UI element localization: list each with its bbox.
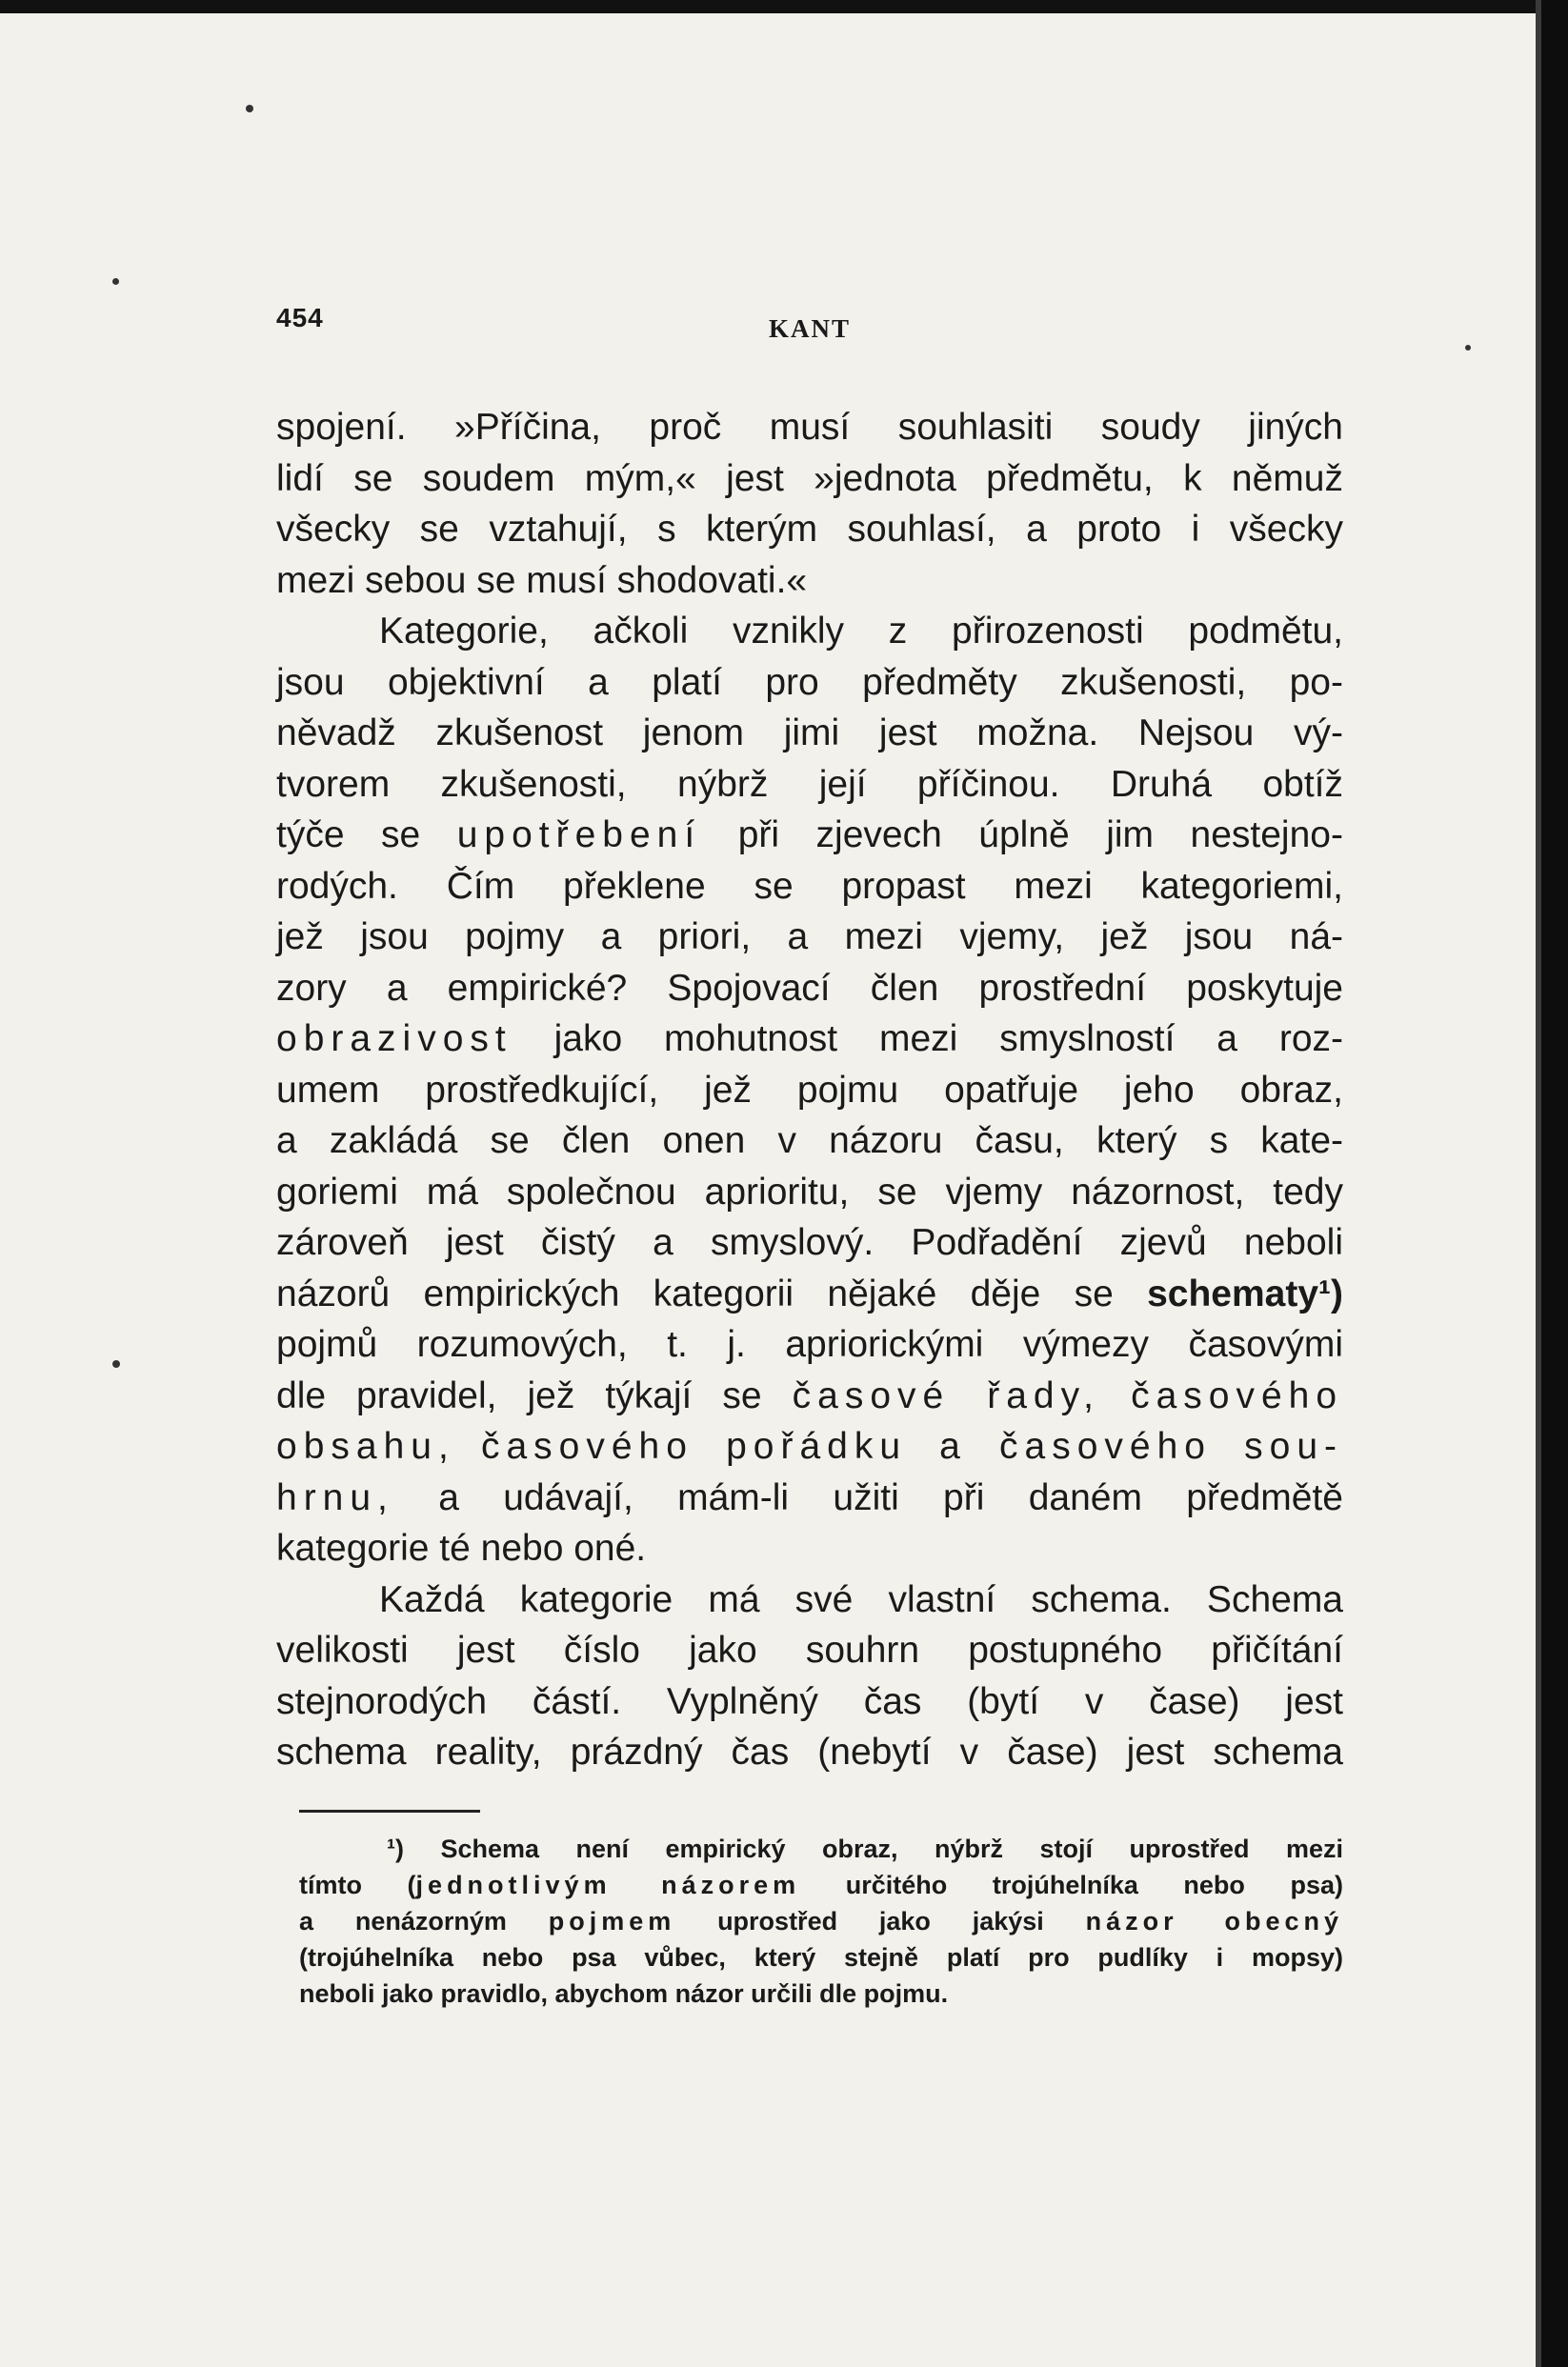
footnote-line <box>299 1903 1343 1939</box>
text-line: kategorie té nebo oné. <box>276 1528 647 1569</box>
footnote-line: ¹) Schema není empirický obraz, nýbrž stojí uprostřed mezi <box>387 1835 1343 1863</box>
text-line: něvadž zkušenost jenom jimi jest možna. Nejsou vý- <box>276 712 1343 753</box>
text-segment: určitého trojúhelníka nebo psa) <box>845 1871 1343 1899</box>
footnote-line <box>299 1867 1343 1903</box>
footnote-rule <box>299 1810 480 1813</box>
text-line: umem prostředkující, jež pojmu opatřuje jeho obraz, <box>276 1069 1343 1111</box>
text-line: velikosti jest číslo jako souhrn postupného přičítání <box>276 1630 1343 1671</box>
running-head: KANT <box>768 314 851 343</box>
body-text <box>276 402 1343 1778</box>
text-line: pojmů rozumových, t. j. apriorickými výmezy časovými <box>276 1324 1343 1365</box>
text-line: všecky se vztahují, s kterým souhlasí, a proto i všecky <box>276 509 1343 550</box>
text-line <box>276 1473 1343 1524</box>
text-line: stejnorodých částí. Vyplněný čas (bytí v čase) jest <box>276 1680 1343 1722</box>
text-line: zároveň jest čistý a smyslový. Podřadění zjevů neboli <box>276 1222 1343 1263</box>
spaced-term: časového <box>1131 1374 1344 1416</box>
scan-speck <box>112 1360 120 1368</box>
page-header <box>276 303 1343 351</box>
text-line: a zakládá se člen onen v názoru času, který s kate- <box>276 1120 1343 1161</box>
text-line: Kategorie, ačkoli vznikly z přirozenosti podmětu, <box>379 611 1343 652</box>
text-line: mezi sebou se musí shodovati.« <box>276 559 808 601</box>
spaced-term: upotřebení <box>456 814 702 855</box>
text-segment: názorů empirických kategorii nějaké děje se <box>276 1273 1114 1314</box>
text-line: spojení. »Příčina, proč musí souhlasiti soudy jiných <box>276 407 1343 448</box>
footnote <box>299 1831 1343 2012</box>
text-segment: tímto ( <box>299 1871 416 1899</box>
spaced-term: časové řady, <box>792 1374 1101 1416</box>
text-line: rodých. Čím překlene se propast mezi kategoriemi, <box>276 865 1343 907</box>
text-segment: dle pravidel, jež týkají se <box>276 1374 762 1416</box>
text-line <box>276 1371 1343 1422</box>
text-line: lidí se soudem mým,« jest »jednota předmětu, k němuž <box>276 457 1343 499</box>
spaced-term: obsahu, <box>276 1426 455 1467</box>
spaced-term: názor obecný <box>1085 1907 1343 1936</box>
scan-speck <box>112 278 119 285</box>
footnote-line: (trojúhelníka nebo psa vůbec, který stejně platí pro pudlíky i mopsy) <box>299 1943 1343 1972</box>
spaced-term: jednotlivým názorem <box>415 1871 801 1899</box>
bold-term: schematy¹) <box>1147 1273 1343 1314</box>
text-line: jež jsou pojmy a priori, a mezi vjemy, jež jsou ná- <box>276 916 1343 957</box>
text-line: zory a empirické? Spojovací člen prostřední poskytuje <box>276 967 1343 1009</box>
spaced-term: obrazivost <box>276 1018 513 1059</box>
text-line: jsou objektivní a platí pro předměty zkušenosti, po- <box>276 661 1343 703</box>
text-line <box>276 1421 1343 1473</box>
scan-speck <box>246 105 253 112</box>
text-segment: při zjevech úplně jim nestejno- <box>737 814 1343 855</box>
spaced-term: pojmem <box>548 1907 676 1936</box>
text-line <box>276 810 1343 861</box>
text-line: schema reality, prázdný čas (nebytí v čase) jest schema <box>276 1732 1343 1773</box>
text-line: tvorem zkušenosti, nýbrž její příčinou. Druhá obtíž <box>276 763 1343 805</box>
text-segment: a udávají, mám-li užiti při daném předmětě <box>438 1476 1343 1518</box>
text-line: goriemi má společnou aprioritu, se vjemy názornost, tedy <box>276 1171 1343 1213</box>
text-segment: jako mohutnost mezi smyslností a roz- <box>553 1018 1343 1059</box>
scan-top-edge <box>0 0 1568 13</box>
spaced-term: časového pořádku a časového sou- <box>480 1426 1343 1467</box>
scan-right-edge <box>1541 0 1568 2367</box>
text-line <box>276 1269 1343 1320</box>
text-line <box>276 1013 1343 1065</box>
text-segment: a nenázorným <box>299 1907 507 1936</box>
text-segment: týče se <box>276 814 421 855</box>
scan-speck <box>1465 345 1471 351</box>
spaced-term: hrnu, <box>276 1476 394 1518</box>
footnote-line: neboli jako pravidlo, abychom názor určili dle pojmu. <box>299 1979 949 2008</box>
page-number: 454 <box>276 303 324 332</box>
text-segment: uprostřed jako jakýsi <box>717 1907 1044 1936</box>
text-line: Každá kategorie má své vlastní schema. Schema <box>379 1578 1343 1620</box>
